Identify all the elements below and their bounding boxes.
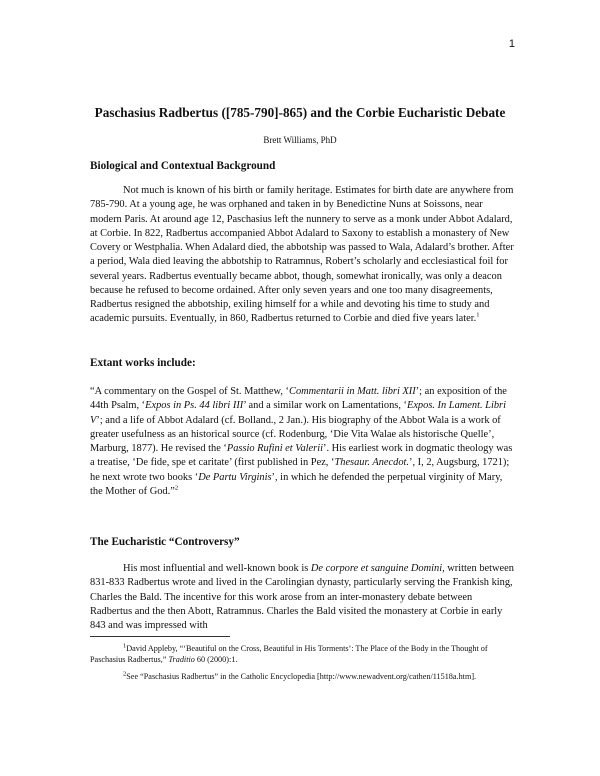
work-title-de-partu: De Partu Virginis [198,471,272,483]
works-paragraph [90,385,515,499]
document-title: Paschasius Radbertus ([785-790]-865) and the Corbie Eucharistic Debate [94,105,506,120]
footnote-2 [90,671,515,682]
work-title-psalm: Expos in Ps. 44 libri III [145,400,244,412]
footnote-divider [90,636,230,637]
controversy-text: His most influential and well-known book is [123,563,311,574]
section-heading-works: Extant works include: [90,357,196,369]
page-number: 1 [508,38,515,50]
works-text: ’; and a life of Abbot Adalard (cf. Bolland., 2 Jan.). His biography of the Abbot Wala is a work of greater usefulness as an historical source (cf. Rodenburg, ‘Die Vita Walae als historische Quelle’, Marburg, 1877). He revised the ‘ [90,414,501,454]
section-heading-controversy: The Eucharistic “Controversy” [90,536,240,548]
author-byline: Brett Williams, PhD [263,135,337,145]
footnote-2-mark: 2 [123,670,127,678]
controversy-text: , written between 831-833 Radbertus wrote and lived in the Carolingian dynasty, particularly serving the Frankish king, Charles the Bald. The incentive for this work arose from an inter-monastery debate between Radbertus and the then Abott, Ratramnus. Charles the Bald visited the monastery at Corbie in early 843 and was impressed with [90,563,514,631]
works-text: ’; an exposition of the 44th Psalm, ‘ [90,386,507,412]
background-text: Not much is known of his birth or family heritage. Estimates for birth date are anywhere from 785-790. At a young age, he was orphaned and taken in by Benedictine Nuns at Soissons, near modern Paris. At around age 12, Paschasius left the nunnery to serve as a monk under Abbot Adalard, at Corbie. In 822, Radbertus accompanied Abbot Adalard to Saxony to establish a monastery of New Covery or Westphalia. When Adalard died, the abbotship was passed to Wala, Adalard’s brother. After a period, Wala died leaving the abbotship to Ratramnus, Robert’s scholarly and ecclesiastical foil for several years. Radbertus eventually became abbot, though, somewhat ironically, was only a deacon because he refused to become ordained. After only seven years and one too many disagreements, Radbertus resigned the abbotship, exiling himself for a while and devoting his time to study and academic pursuits. Eventually, in 860, Radbertus returned to Corbie and died five years later. [90,185,514,325]
footnote-2-text: See “Paschasius Radbertus” in the Catholic Encyclopedia [http://www.newadvent.org/cathen/11518a.htm]. [126,672,477,681]
footnote-1-text: David Appleby, “‘Beautiful on the Cross, Beautiful in His Torments’: The Place of the Body in the Thought of Paschasius Radbertus,” [90,644,488,664]
works-text: ’ and a similar work on Lamentations, ‘ [243,400,407,412]
work-title-lamentations: Expos. In Lament. Libri V [90,400,506,426]
section-heading-background: Biological and Contextual Background [90,160,276,172]
book-title: De corpore et sanguine Domini [310,563,443,574]
footnote-1-text: 60 (2000):1. [194,655,238,664]
works-text: ’, in which he defended the perpetual virginity of Mary, the Mother of God.” [90,471,503,497]
footnote-ref-1: 1 [476,311,480,319]
footnote-ref-2: 2 [174,484,179,492]
works-text: ’. His earliest work in dogmatic theology was a treatise, ‘De fide, spe et caritate’ (first published in Pez, ‘ [90,443,513,469]
works-text: “A commentary on the Gospel of St. Matthew, ‘ [90,386,290,397]
footnote-1-mark: 1 [123,642,127,650]
works-text: ’, I, 2, Augsburg, 1721); he next wrote two books ‘ [90,457,510,483]
work-title-thesaur: Thesaur. Anecdot. [334,457,410,469]
controversy-paragraph [90,562,515,633]
footnote-1-journal: Traditio [168,655,195,664]
work-title-matthew: Commentarii in Matt. libri XII [289,386,416,397]
work-title-passio: Passio Rufini et Valerii [226,443,323,454]
background-paragraph [90,184,515,327]
footnote-1 [90,643,515,665]
